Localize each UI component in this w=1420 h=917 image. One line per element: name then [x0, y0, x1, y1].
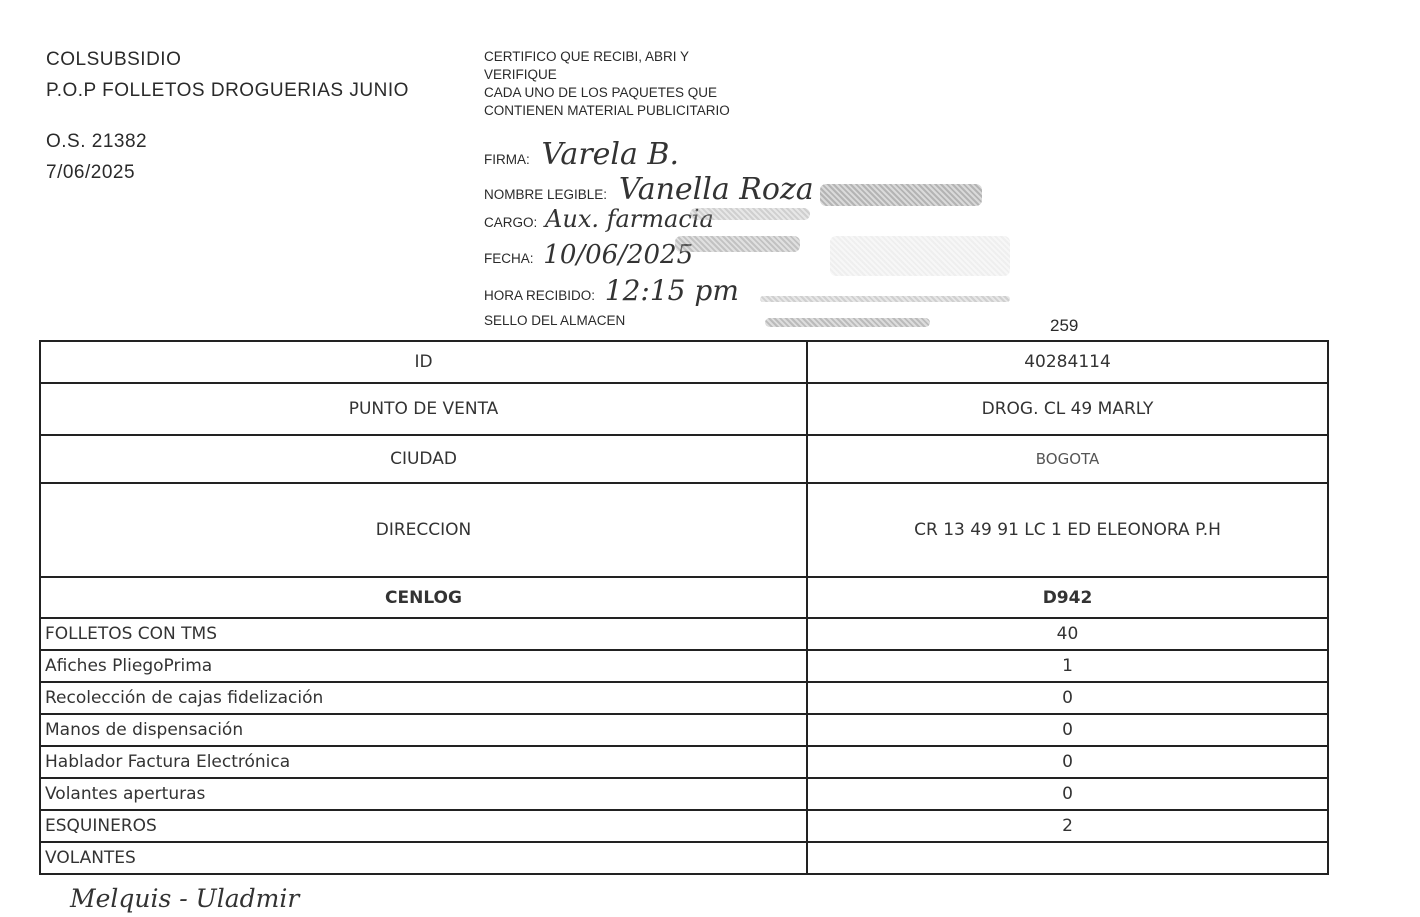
cert-line: CONTIENEN MATERIAL PUBLICITARIO	[484, 103, 730, 118]
certification-statement	[484, 48, 730, 120]
item-qty: 2	[807, 810, 1328, 842]
item-qty: 1	[807, 650, 1328, 682]
stamp-mark	[690, 208, 810, 220]
row-value: D942	[807, 577, 1328, 618]
item-name: Recolección de cajas fidelización	[40, 682, 807, 714]
item-row	[40, 714, 1328, 746]
item-qty: 0	[807, 746, 1328, 778]
item-row	[40, 778, 1328, 810]
item-qty: 0	[807, 682, 1328, 714]
row-value: CR 13 49 91 LC 1 ED ELEONORA P.H	[807, 483, 1328, 577]
received-date-label: FECHA:	[484, 251, 534, 266]
row-label: PUNTO DE VENTA	[40, 383, 807, 435]
item-row	[40, 650, 1328, 682]
cert-line: VERIFIQUE	[484, 67, 557, 82]
received-date-value: 10/06/2025	[543, 240, 694, 270]
stamp-mark	[820, 184, 982, 206]
legible-name-label: NOMBRE LEGIBLE:	[484, 187, 608, 202]
signature-label: FIRMA:	[484, 152, 530, 167]
signature-value: Varela B.	[541, 137, 680, 172]
order-number: O.S. 21382	[46, 131, 148, 152]
received-time-field	[484, 274, 739, 307]
row-label: CIUDAD	[40, 435, 807, 483]
campaign-title: P.O.P FOLLETOS DROGUERIAS JUNIO	[46, 80, 409, 101]
item-row	[40, 842, 1328, 874]
item-name: VOLANTES	[40, 842, 807, 874]
stamp-mark	[830, 236, 1010, 276]
position-label: CARGO:	[484, 215, 538, 230]
position-value: Aux. farmacia	[545, 205, 714, 233]
item-row	[40, 810, 1328, 842]
warehouse-seal-label: SELLO DEL ALMACEN	[484, 313, 626, 328]
signature-field	[484, 137, 679, 172]
item-name: Volantes aperturas	[40, 778, 807, 810]
position-field	[484, 205, 714, 233]
row-label: DIRECCION	[40, 483, 807, 577]
table-row	[40, 435, 1328, 483]
row-label: CENLOG	[40, 577, 807, 618]
item-name: Manos de dispensación	[40, 714, 807, 746]
stamp-mark	[675, 236, 800, 252]
legible-name-value: Vanella Roza	[618, 172, 814, 207]
cert-line: CADA UNO DE LOS PAQUETES QUE	[484, 85, 718, 100]
received-date-field	[484, 240, 693, 270]
table-row	[40, 577, 1328, 618]
item-name: Hablador Factura Electrónica	[40, 746, 807, 778]
row-value: 40284114	[807, 341, 1328, 383]
legible-name-field	[484, 172, 814, 207]
row-label: ID	[40, 341, 807, 383]
row-value: BOGOTA	[807, 435, 1328, 483]
table-row	[40, 383, 1328, 435]
table-row	[40, 483, 1328, 577]
company-name: COLSUBSIDIO	[46, 49, 182, 70]
item-qty: 0	[807, 778, 1328, 810]
item-row	[40, 746, 1328, 778]
table-row	[40, 341, 1328, 383]
item-name: FOLLETOS CON TMS	[40, 618, 807, 650]
page-number: 259	[1050, 316, 1079, 335]
item-row	[40, 682, 1328, 714]
document-date: 7/06/2025	[46, 162, 136, 183]
warehouse-seal-field	[484, 313, 625, 328]
item-name: Afiches PliegoPrima	[40, 650, 807, 682]
handwritten-note: Melquis - Uladmir	[70, 884, 300, 913]
item-qty	[807, 842, 1328, 874]
received-time-value: 12:15 pm	[604, 274, 739, 307]
row-value: DROG. CL 49 MARLY	[807, 383, 1328, 435]
received-time-label: HORA RECIBIDO:	[484, 288, 596, 303]
stamp-mark	[760, 296, 1010, 302]
item-qty: 40	[807, 618, 1328, 650]
item-row	[40, 618, 1328, 650]
cert-line: CERTIFICO QUE RECIBI, ABRI Y	[484, 49, 690, 64]
item-qty: 0	[807, 714, 1328, 746]
document-header	[46, 44, 409, 188]
item-name: ESQUINEROS	[40, 810, 807, 842]
stamp-mark	[765, 318, 930, 327]
delivery-table	[39, 340, 1329, 875]
